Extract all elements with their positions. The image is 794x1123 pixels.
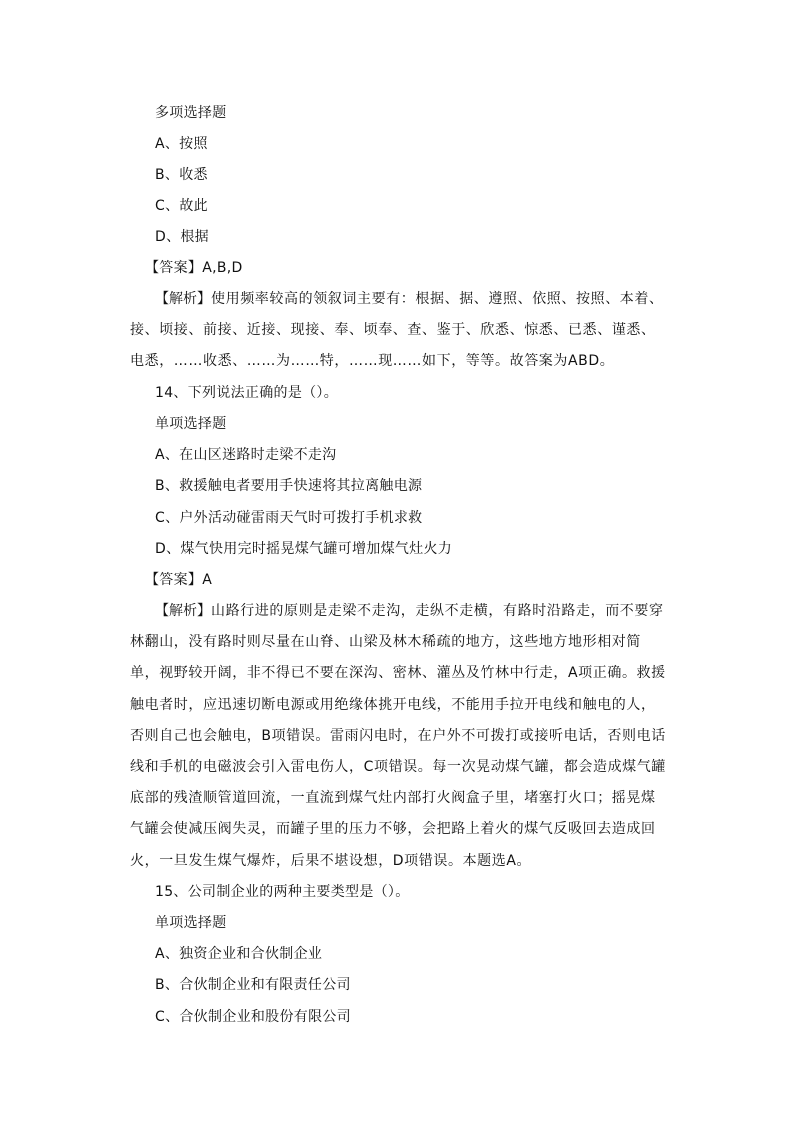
answer-line <box>145 258 243 278</box>
option-c: C、户外活动碰雷雨天气时可拨打手机求救 <box>155 510 423 526</box>
option-b: B、合伙制企业和有限责任公司 <box>155 977 351 993</box>
answer-value: A <box>202 572 213 588</box>
answer-label: 【答案】 <box>145 572 203 588</box>
question-type: 多项选择题 <box>155 105 227 121</box>
option-d: D、煤气快用完时摇晃煤气罐可增加煤气灶火力 <box>155 541 453 557</box>
analysis-label: 【解析】 <box>155 291 211 307</box>
question-type: 单项选择题 <box>155 915 227 931</box>
analysis-label: 【解析】 <box>155 603 211 619</box>
answer-label: 【答案】 <box>145 260 203 276</box>
option-c: C、故此 <box>155 198 208 214</box>
analysis-paragraph <box>130 284 670 378</box>
analysis-paragraph <box>130 596 670 877</box>
option-b: B、救援触电者要用手快速将其拉离触电源 <box>155 478 423 494</box>
option-d: D、根据 <box>155 229 209 245</box>
question-stem: 14、下列说法正确的是（）。 <box>155 385 339 401</box>
analysis-text: 山路行进的原则是走梁不走沟，走纵不走横，有路时沿路走，而不要穿林翻山，没有路时则尽量在山脊、山梁及林木稀疏的地方，这些地方地形相对简单，视野较开阔，非不得已不要在深沟、密林、灌丛及竹林中行走，A项正确。救援触电者时，应迅速切断电源或用绝缘体挑开电线，不能用手拉开电线和触电的人，否则自己也会触电，B项错误。雷雨闪电时，在户外不可拨打或接听电话，否则电话线和手机的电磁波会引入雷电伤人，C项错误。每一次晃动煤气罐，都会造成煤气罐底部的残渣顺管道回流，一直流到煤气灶内部打火阀盒子里，堵塞打火口；摇晃煤气罐会使减压阀失灵，而罐子里的压力不够，会把路上着火的煤气反吸回去造成回火，一旦发生煤气爆炸，后果不堪设想，D项错误。本题选A。 <box>130 603 666 869</box>
option-c: C、合伙制企业和股份有限公司 <box>155 1009 351 1025</box>
option-a: A、独资企业和合伙制企业 <box>155 946 323 962</box>
question-stem: 15、公司制企业的两种主要类型是（）。 <box>155 884 410 900</box>
option-b: B、收悉 <box>155 167 208 183</box>
option-a: A、按照 <box>155 136 208 152</box>
question-type: 单项选择题 <box>155 416 227 432</box>
answer-value: A,B,D <box>202 260 243 276</box>
analysis-text: 使用频率较高的领叙词主要有：根据、据、遵照、依照、按照、本着、接、顷接、前接、近接、现接、奉、顷奉、查、鉴于、欣悉、惊悉、已悉、谨悉、电悉，……收悉、……为……特，……现……如下，等等。故答案为ABD。 <box>130 291 664 370</box>
answer-line <box>145 570 212 590</box>
option-a: A、在山区迷路时走梁不走沟 <box>155 447 337 463</box>
